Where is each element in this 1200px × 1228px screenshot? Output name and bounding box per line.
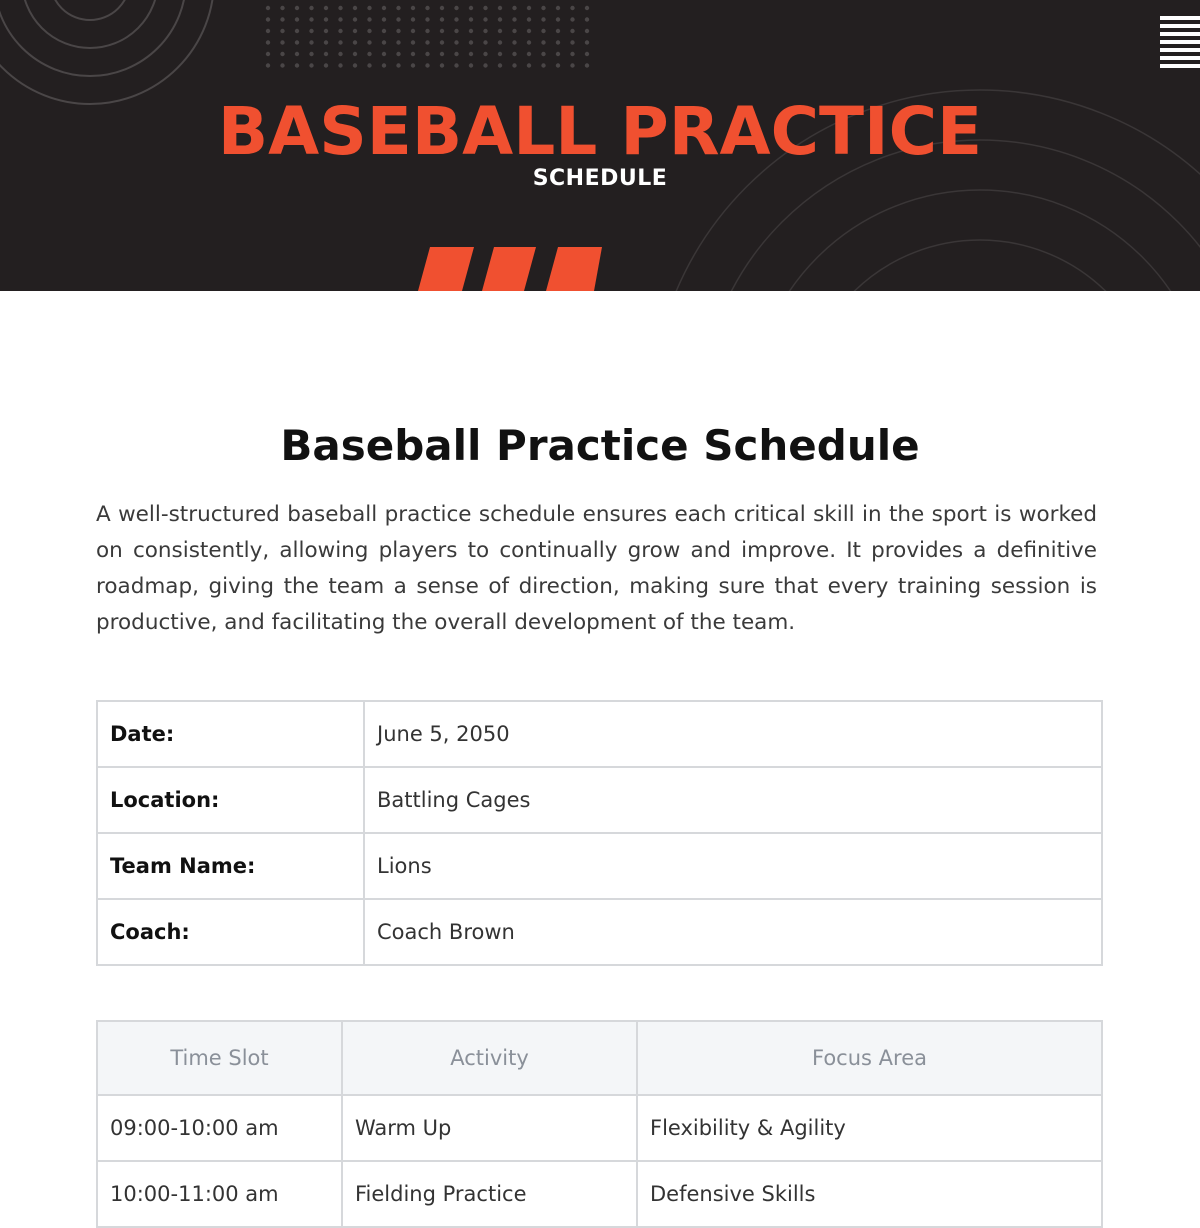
decorative-dot bbox=[440, 29, 444, 33]
decorative-dot bbox=[541, 17, 545, 21]
decorative-dot bbox=[556, 40, 560, 44]
decorative-dot bbox=[585, 17, 589, 21]
decorative-dot bbox=[396, 17, 400, 21]
table-row bbox=[97, 701, 1102, 767]
decorative-dot bbox=[425, 52, 429, 56]
decorative-dot bbox=[295, 52, 299, 56]
decorative-dot bbox=[411, 63, 415, 67]
decorative-dot bbox=[324, 6, 328, 10]
decorative-dot bbox=[280, 52, 284, 56]
info-value: June 5, 2050 bbox=[364, 701, 1102, 767]
decorative-dot bbox=[527, 52, 531, 56]
decorative-dot bbox=[454, 29, 458, 33]
decorative-dot bbox=[483, 52, 487, 56]
decorative-dot bbox=[512, 6, 516, 10]
decorative-dot bbox=[541, 63, 545, 67]
decorative-dot bbox=[411, 6, 415, 10]
decorative-dot bbox=[483, 29, 487, 33]
decorative-dot bbox=[338, 63, 342, 67]
schedule-table bbox=[96, 1020, 1103, 1228]
decorative-dot bbox=[324, 40, 328, 44]
decorative-dot bbox=[382, 6, 386, 10]
decorative-dot bbox=[280, 63, 284, 67]
decorative-dot bbox=[512, 52, 516, 56]
decorative-dot bbox=[527, 63, 531, 67]
table-row bbox=[97, 767, 1102, 833]
decorative-dot bbox=[295, 6, 299, 10]
decorative-dot bbox=[353, 6, 357, 10]
decorative-dot bbox=[469, 52, 473, 56]
decorative-dot bbox=[266, 17, 270, 21]
decorative-dot bbox=[367, 29, 371, 33]
decorative-dot bbox=[324, 29, 328, 33]
decorative-dot bbox=[570, 29, 574, 33]
decorative-dot bbox=[570, 52, 574, 56]
decorative-dot bbox=[425, 17, 429, 21]
decorative-dot bbox=[498, 6, 502, 10]
decorative-dot bbox=[556, 17, 560, 21]
time-slot-cell: 09:00-10:00 am bbox=[97, 1095, 342, 1161]
decorative-dot bbox=[527, 29, 531, 33]
decorative-dot bbox=[382, 17, 386, 21]
decorative-dot bbox=[454, 52, 458, 56]
decorative-dot bbox=[411, 29, 415, 33]
decorative-dot bbox=[367, 17, 371, 21]
info-label: Date: bbox=[97, 701, 364, 767]
info-label: Coach: bbox=[97, 899, 364, 965]
decorative-dot bbox=[469, 63, 473, 67]
info-label: Location: bbox=[97, 767, 364, 833]
decorative-dot bbox=[469, 40, 473, 44]
decorative-dot bbox=[469, 29, 473, 33]
decorative-dot bbox=[295, 29, 299, 33]
decorative-dot bbox=[498, 29, 502, 33]
decorative-dot bbox=[483, 63, 487, 67]
decorative-dot bbox=[309, 29, 313, 33]
header-banner bbox=[0, 0, 1200, 291]
decorative-dot bbox=[309, 63, 313, 67]
table-header-row bbox=[97, 1021, 1102, 1095]
decorative-dot bbox=[382, 52, 386, 56]
column-header-time-slot: Time Slot bbox=[97, 1021, 342, 1095]
decorative-dot bbox=[570, 17, 574, 21]
table-row bbox=[97, 833, 1102, 899]
decorative-dot bbox=[266, 40, 270, 44]
decorative-dot bbox=[353, 40, 357, 44]
decorative-dot bbox=[440, 6, 444, 10]
decorative-dot bbox=[527, 17, 531, 21]
banner-title: BASEBALL PRACTICE bbox=[217, 93, 983, 170]
decorative-dot bbox=[295, 40, 299, 44]
decorative-dot bbox=[382, 63, 386, 67]
decorative-dot bbox=[353, 52, 357, 56]
decorative-dot bbox=[338, 40, 342, 44]
decorative-dot bbox=[266, 6, 270, 10]
decorative-dot bbox=[469, 6, 473, 10]
time-slot-cell: 10:00-11:00 am bbox=[97, 1161, 342, 1227]
menu-icon[interactable] bbox=[1160, 16, 1200, 72]
decorative-dot bbox=[324, 63, 328, 67]
decorative-dot bbox=[570, 6, 574, 10]
table-row bbox=[97, 899, 1102, 965]
decorative-dot bbox=[483, 40, 487, 44]
decorative-dot bbox=[425, 40, 429, 44]
decorative-dot bbox=[570, 63, 574, 67]
decorative-dot bbox=[280, 6, 284, 10]
decorative-dot bbox=[367, 6, 371, 10]
decorative-dot bbox=[411, 40, 415, 44]
decorative-dot bbox=[556, 63, 560, 67]
decorative-dot bbox=[440, 17, 444, 21]
decorative-dot bbox=[440, 52, 444, 56]
decorative-dot bbox=[382, 29, 386, 33]
decorative-dot bbox=[309, 17, 313, 21]
decorative-dot bbox=[338, 29, 342, 33]
focus-area-cell: Defensive Skills bbox=[637, 1161, 1102, 1227]
decorative-dot bbox=[382, 40, 386, 44]
decorative-dot bbox=[324, 52, 328, 56]
decorative-dot bbox=[280, 40, 284, 44]
decorative-dot bbox=[396, 63, 400, 67]
decorative-dot bbox=[527, 40, 531, 44]
decorative-dot bbox=[309, 6, 313, 10]
decorative-dot bbox=[541, 52, 545, 56]
decorative-dot bbox=[411, 17, 415, 21]
decorative-dot bbox=[367, 40, 371, 44]
column-header-focus-area: Focus Area bbox=[637, 1021, 1102, 1095]
decorative-dot bbox=[512, 63, 516, 67]
decorative-dot bbox=[541, 6, 545, 10]
table-row bbox=[97, 1095, 1102, 1161]
decorative-dot bbox=[498, 40, 502, 44]
decorative-dot bbox=[498, 17, 502, 21]
decorative-dot bbox=[454, 63, 458, 67]
info-table bbox=[96, 700, 1103, 966]
decorative-dot bbox=[585, 6, 589, 10]
decorative-dot bbox=[440, 63, 444, 67]
decorative-dot bbox=[411, 52, 415, 56]
decorative-dot bbox=[527, 6, 531, 10]
decorative-dot bbox=[585, 40, 589, 44]
decorative-dot bbox=[280, 29, 284, 33]
decorative-dot bbox=[396, 29, 400, 33]
decorative-dot bbox=[541, 29, 545, 33]
activity-cell: Fielding Practice bbox=[342, 1161, 637, 1227]
activity-cell: Warm Up bbox=[342, 1095, 637, 1161]
decorative-dot bbox=[396, 52, 400, 56]
intro-paragraph: A well-structured baseball practice schedule ensures each critical skill in the sport is worked on consistently, allowing players to continually grow and improve. It provides a definitive roadmap, giving the team a sense of direction, making sure that every training session is productive, and facilitating the overall development of the team. bbox=[96, 502, 1097, 635]
decorative-dot bbox=[280, 17, 284, 21]
decorative-dot bbox=[512, 29, 516, 33]
decorative-dot bbox=[353, 17, 357, 21]
decorative-dot bbox=[512, 17, 516, 21]
decorative-dot bbox=[454, 6, 458, 10]
decorative-dot bbox=[425, 63, 429, 67]
decorative-dot bbox=[266, 52, 270, 56]
decorative-dot bbox=[266, 63, 270, 67]
decorative-dot bbox=[585, 29, 589, 33]
decorative-dot bbox=[295, 17, 299, 21]
decorative-dot bbox=[425, 29, 429, 33]
focus-area-cell: Flexibility & Agility bbox=[637, 1095, 1102, 1161]
decorative-dot bbox=[454, 17, 458, 21]
decorative-dot bbox=[585, 52, 589, 56]
decorative-dot bbox=[338, 52, 342, 56]
info-label: Team Name: bbox=[97, 833, 364, 899]
decorative-dot bbox=[353, 63, 357, 67]
banner-subtitle: SCHEDULE bbox=[532, 166, 668, 191]
decorative-dot bbox=[309, 40, 313, 44]
table-row bbox=[97, 1161, 1102, 1227]
decorative-dot bbox=[425, 6, 429, 10]
decorative-dot bbox=[309, 52, 313, 56]
info-value: Coach Brown bbox=[364, 899, 1102, 965]
document-title: Baseball Practice Schedule bbox=[280, 421, 920, 470]
decorative-dot bbox=[570, 40, 574, 44]
decorative-dot bbox=[367, 52, 371, 56]
decorative-dot bbox=[367, 63, 371, 67]
decorative-dot bbox=[498, 63, 502, 67]
decorative-dot bbox=[440, 40, 444, 44]
decorative-dot bbox=[483, 6, 487, 10]
decorative-dot bbox=[483, 17, 487, 21]
decorative-dot bbox=[512, 40, 516, 44]
decorative-dot bbox=[585, 63, 589, 67]
decorative-dot bbox=[295, 63, 299, 67]
stripes-decoration bbox=[418, 247, 602, 291]
decorative-dot bbox=[469, 17, 473, 21]
info-value: Battling Cages bbox=[364, 767, 1102, 833]
decorative-dot bbox=[454, 40, 458, 44]
info-value: Lions bbox=[364, 833, 1102, 899]
decorative-dot bbox=[338, 17, 342, 21]
decorative-dot bbox=[556, 52, 560, 56]
decorative-dot bbox=[556, 6, 560, 10]
decorative-dot bbox=[556, 29, 560, 33]
decorative-dot bbox=[541, 40, 545, 44]
decorative-dot bbox=[396, 40, 400, 44]
decorative-dot bbox=[353, 29, 357, 33]
column-header-activity: Activity bbox=[342, 1021, 637, 1095]
decorative-dot bbox=[338, 6, 342, 10]
decorative-dot bbox=[396, 6, 400, 10]
decorative-dot bbox=[324, 17, 328, 21]
decorative-dot bbox=[498, 52, 502, 56]
decorative-dot bbox=[266, 29, 270, 33]
